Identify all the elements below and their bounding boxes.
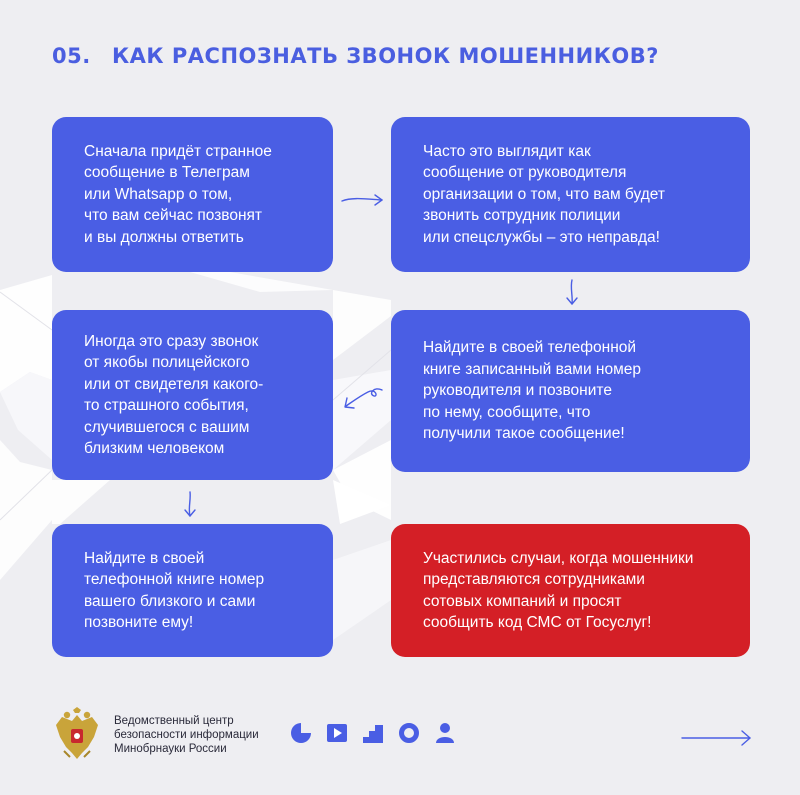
long-arrow-right-icon[interactable]	[680, 728, 754, 748]
info-card-manager-message	[391, 117, 750, 272]
step-number: 05.	[52, 44, 91, 68]
card-text: Найдите в своей телефонной книге записанный вами номер руководителя и позвоните по нему, сообщите, что получили такое сообщение!	[423, 339, 641, 443]
arrow-down-icon	[180, 490, 200, 520]
card-text: Участились случаи, когда мошенники представляются сотрудниками сотовых компаний и просят сообщить код СМС от Госуслуг!	[423, 549, 694, 631]
card-text: Часто это выглядит как сообщение от руководителя организации о том, что вам будет звонить сотрудник полиции или спецслужбы – это неправда!	[423, 142, 665, 246]
title-text: КАК РАСПОЗНАТЬ ЗВОНОК МОШЕННИКОВ?	[112, 44, 659, 68]
person-icon	[434, 722, 456, 744]
pie-shape-icon	[290, 722, 312, 744]
stairs-icon	[362, 722, 384, 744]
info-card-telegram-message	[52, 117, 333, 272]
arrow-curl-left-icon	[340, 384, 386, 416]
organization-name: Ведомственный центр безопасности информации Минобрнауки России	[114, 715, 259, 755]
info-card-call-manager	[391, 310, 750, 472]
play-square-icon	[326, 722, 348, 744]
double-headed-eagle-emblem-icon	[52, 707, 102, 763]
card-text: Иногда это сразу звонок от якобы полицейского или от свидетеля какого- то страшного события, случившегося с вашим близким человеком	[84, 332, 264, 457]
info-card-call-relative	[52, 524, 333, 657]
brand-icons-row	[290, 722, 456, 744]
arrow-right-icon	[340, 190, 386, 210]
info-card-fake-police-call	[52, 310, 333, 480]
card-text: Найдите в своей телефонной книге номер вашего близкого и сами позвоните ему!	[84, 549, 265, 631]
card-text: Сначала придёт странное сообщение в Телеграм или Whatsapp о том, что вам сейчас позвонят и вы должны ответить	[84, 142, 272, 246]
ring-icon	[398, 722, 420, 744]
arrow-down-icon	[562, 278, 582, 308]
page-title	[52, 44, 659, 68]
warning-card-sms-code	[391, 524, 750, 657]
